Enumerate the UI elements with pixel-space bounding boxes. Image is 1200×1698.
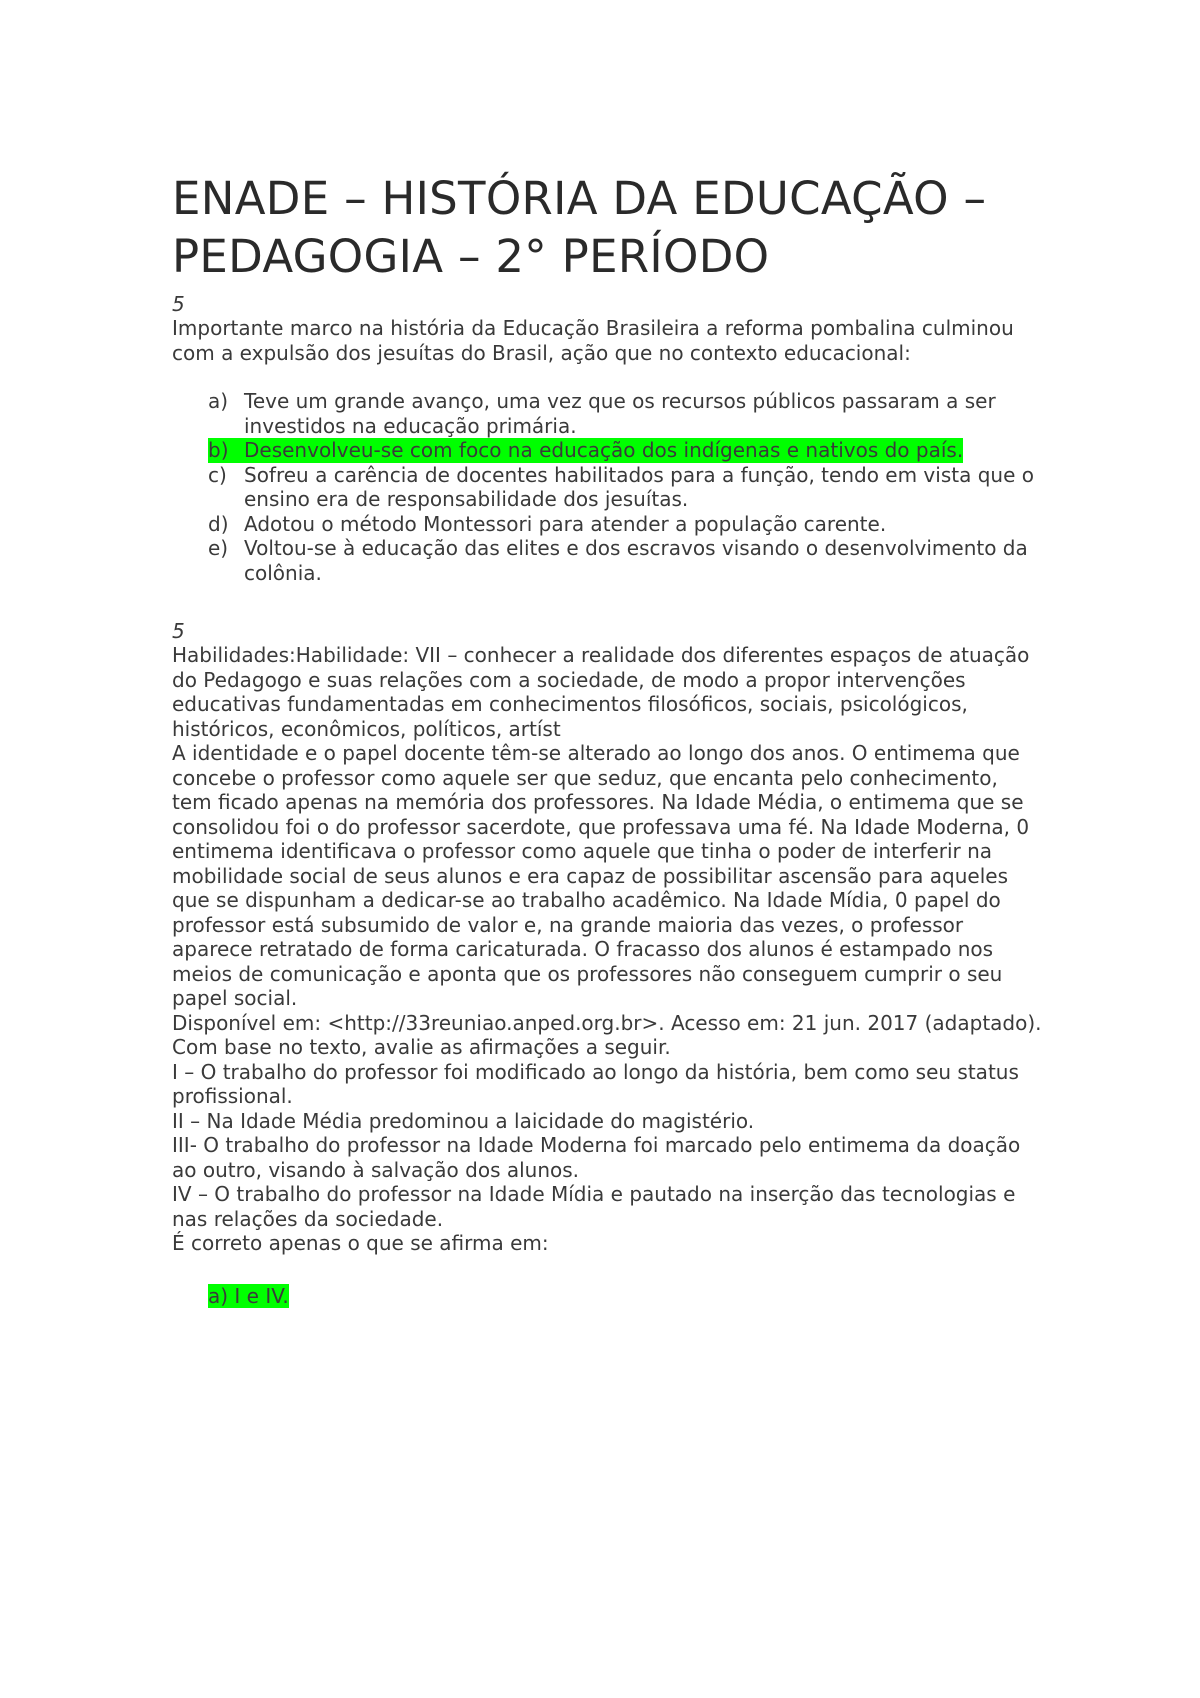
- option-b: [208, 438, 1042, 463]
- option-c: [208, 463, 1042, 512]
- option-e-letter: e): [208, 536, 229, 560]
- document-page: [172, 170, 1042, 1308]
- question-2-number: 5: [172, 619, 185, 643]
- statement-3: III- O trabalho do professor na Idade Moderna foi marcado pelo entimema da doação ao outro, visando à salvação dos alunos.: [172, 1133, 1021, 1182]
- statement-2: II – Na Idade Média predominou a laicidade do magistério.: [172, 1108, 755, 1133]
- option-a: [208, 389, 1042, 438]
- option-b-highlight: [208, 438, 963, 463]
- question-2-question: É correto apenas o que se afirma em:: [172, 1231, 549, 1255]
- option-d: [208, 512, 1042, 537]
- option-c-letter: c): [208, 462, 227, 487]
- option-a-text: Teve um grande avanço, uma vez que os recursos públicos passaram a ser investidos na educação primária.: [244, 389, 996, 438]
- option-d-letter: d): [208, 511, 229, 536]
- option-b-text: Desenvolveu-se com foco na educação dos indígenas e nativos do país.: [244, 438, 964, 462]
- option-c-text: Sofreu a carência de docentes habilitados para a função, tendo em vista que o ensino era de responsabilidade dos jesuítas.: [244, 462, 1034, 511]
- question-2-answer: [208, 1284, 1042, 1309]
- option-d-text: Adotou o método Montessori para atender a população carente.: [244, 511, 887, 536]
- question-2-prompt: Com base no texto, avalie as afirmações a seguir.: [172, 1035, 671, 1059]
- question-1-statement: Importante marco na história da Educação Brasileira a reforma pombalina culminou com a expulsão dos jesuítas do Brasil, ação que no contexto educacional:: [172, 316, 1014, 365]
- document-title: ENADE – HISTÓRIA DA EDUCAÇÃO – PEDAGOGIA – 2° PERÍODO: [172, 172, 987, 283]
- question-1-number: 5: [172, 292, 185, 316]
- option-e: [208, 536, 1042, 585]
- option-e-text: Voltou-se à educação das elites e dos escravos visando o desenvolvimento da colônia.: [244, 536, 1028, 585]
- statement-1: I – O trabalho do professor foi modificado ao longo da história, bem como seu status profissional.: [172, 1059, 1019, 1108]
- option-a-letter: a): [208, 389, 229, 413]
- answer-highlight: [208, 1284, 289, 1308]
- answer-letter: a): [208, 1283, 229, 1308]
- question-2-source: Disponível em: <http://33reuniao.anped.org.br>. Acesso em: 21 jun. 2017 (adaptado).: [172, 1010, 1042, 1035]
- question-2-skills: Habilidades:Habilidade: VII – conhecer a realidade dos diferentes espaços de atuação do Pedagogo e suas relações com a sociedade, de modo a propor intervenções educativas fundamentadas em conhecimentos filosóficos, sociais, psicológicos, históricos, econômicos, políticos, artíst: [172, 643, 1030, 741]
- question-2-passage: A identidade e o papel docente têm-se alterado ao longo dos anos. O entimema que concebe o professor como aquele ser que seduz, que encanta pelo conhecimento, tem ficado apenas na memória dos professores. Na Idade Média, o entimema que se consolidou foi o do professor sacerdote, que professava uma fé. Na Idade Moderna, 0 entimema identificava o professor como aquele que tinha o poder de interferir na mobilidade social de seus alunos e era capaz de possibilitar ascensão para aqueles que se dispunham a dedicar-se ao trabalho acadêmico. Na Idade Mídia, 0 papel do professor está subsumido de valor e, na grande maioria das vezes, o professor aparece retratado de forma caricaturada. O fracasso dos alunos é estampado nos meios de comunicação e aponta que os professores não conseguem cumprir o seu papel social.: [172, 741, 1030, 1010]
- answer-text: I e IV.: [228, 1283, 289, 1308]
- option-b-letter: b): [208, 438, 229, 462]
- statement-4: IV – O trabalho do professor na Idade Mídia e pautado na inserção das tecnologias e nas relações da sociedade.: [172, 1182, 1016, 1231]
- question-1-options: [208, 389, 1042, 585]
